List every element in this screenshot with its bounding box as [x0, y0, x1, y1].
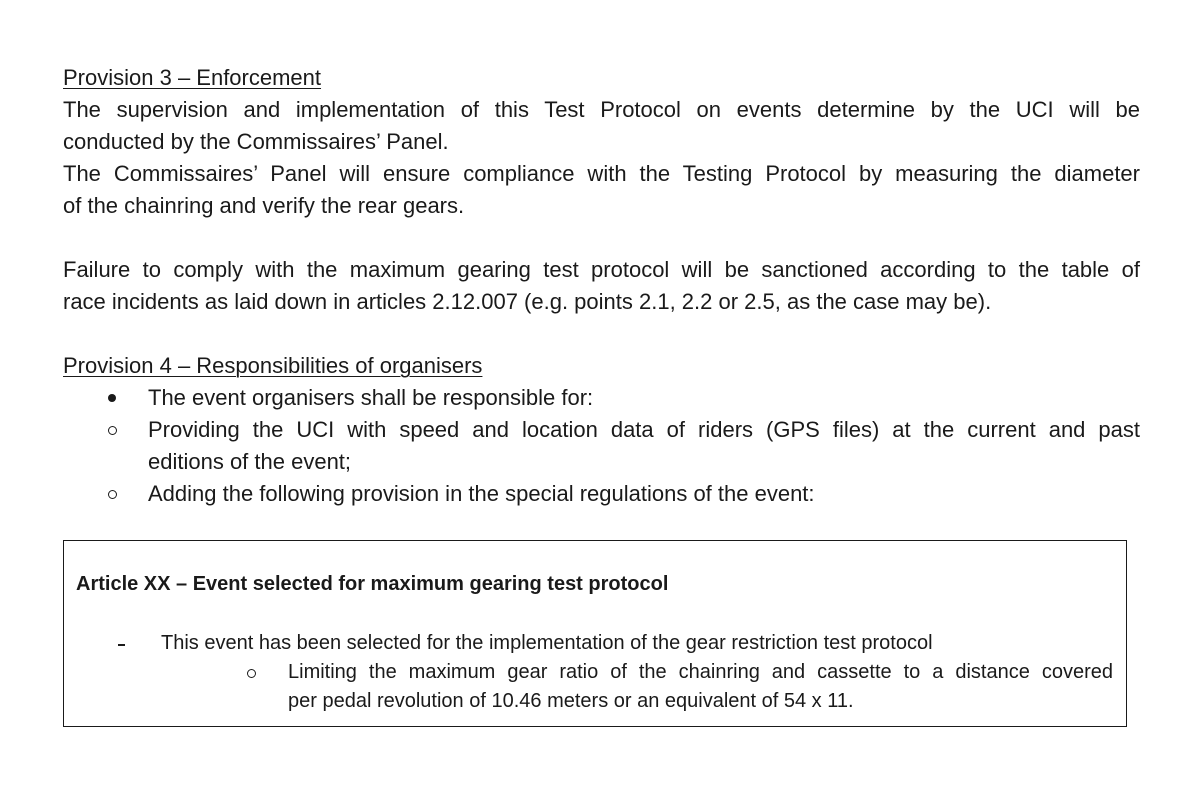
provision-3-paragraph-2-line-2: of the chainring and verify the rear gears. — [63, 193, 465, 218]
bullet-circle-icon — [108, 426, 117, 435]
provision-3-paragraph-3-line-1: Failure to comply with the maximum gearing test protocol will be sanctioned according to the table of — [63, 257, 1140, 282]
bullet-dot-icon — [108, 394, 116, 402]
provision-4-subbullet-1-line-2: editions of the event; — [148, 449, 352, 474]
provision-3-paragraph-2-line-1: The Commissaires’ Panel will ensure compliance with the Testing Protocol by measuring the diameter — [63, 161, 1140, 186]
provision-4-subbullet-2: Adding the following provision in the special regulations of the event: — [148, 481, 815, 506]
bullet-circle-icon — [247, 669, 256, 678]
bullet-circle-icon — [108, 490, 117, 499]
provision-4-heading: Provision 4 – Responsibilities of organisers — [63, 353, 483, 378]
article-subitem-line-2: per pedal revolution of 10.46 meters or an equivalent of 54 x 11. — [288, 690, 854, 712]
provision-3-paragraph-1-line-2: conducted by the Commissaires’ Panel. — [63, 129, 449, 154]
bullet-dash-icon — [118, 644, 125, 646]
article-title: Article XX – Event selected for maximum gearing test protocol — [76, 573, 669, 595]
provision-4-bullet-1: The event organisers shall be responsible for: — [148, 385, 594, 410]
provision-3-heading: Provision 3 – Enforcement — [63, 65, 322, 90]
provision-4-subbullet-1-line-1: Providing the UCI with speed and location data of riders (GPS files) at the current and past — [148, 417, 1140, 442]
provision-3-paragraph-1-line-1: The supervision and implementation of this Test Protocol on events determine by the UCI will be — [63, 97, 1140, 122]
provision-3-paragraph-3-line-2: race incidents as laid down in articles 2.12.007 (e.g. points 2.1, 2.2 or 2.5, as the case may be). — [63, 289, 992, 314]
article-item-1: This event has been selected for the implementation of the gear restriction test protocol — [161, 632, 933, 654]
article-subitem-line-1: Limiting the maximum gear ratio of the chainring and cassette to a distance covered — [288, 661, 1113, 683]
